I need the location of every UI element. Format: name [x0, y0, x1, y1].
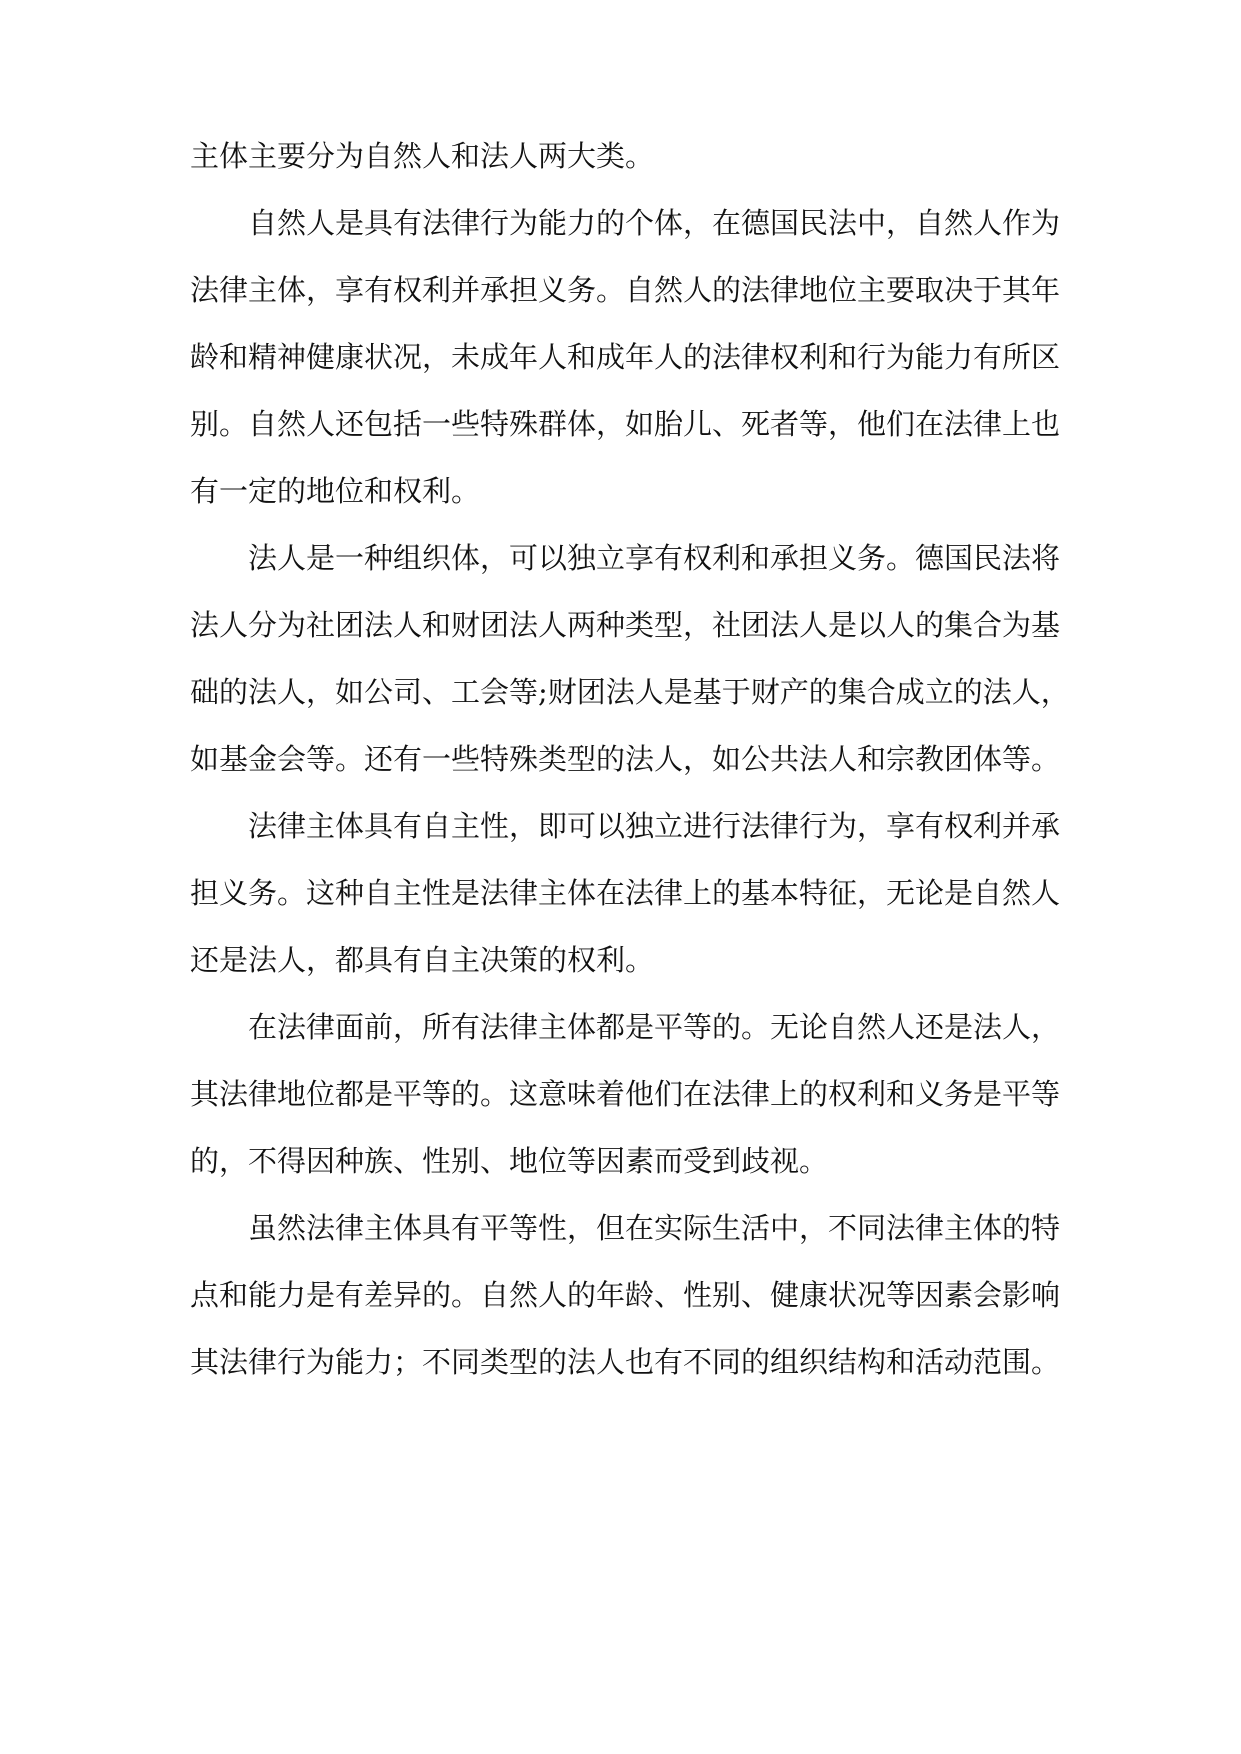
text-line: 还是法人，都具有自主决策的权利。 [190, 943, 655, 977]
text-line: 其法律行为能力；不同类型的法人也有不同的组织结构和活动范围。 [190, 1345, 1061, 1379]
text-line: 其法律地位都是平等的。这意味着他们在法律上的权利和义务是平等 [190, 1077, 1061, 1111]
text-line: 础的法人，如公司、工会等;财团法人是基于财产的集合成立的法人， [190, 675, 1070, 709]
text-line: 担义务。这种自主性是法律主体在法律上的基本特征，无论是自然人 [190, 876, 1061, 910]
text-line: 在法律面前，所有法律主体都是平等的。无论自然人还是法人， [248, 1010, 1061, 1044]
text-line: 别。自然人还包括一些特殊群体，如胎儿、死者等，他们在法律上也 [190, 407, 1061, 441]
text-line: 法人分为社团法人和财团法人两种类型，社团法人是以人的集合为基 [190, 608, 1061, 642]
text-line: 主体主要分为自然人和法人两大类。 [190, 139, 655, 173]
text-line: 的，不得因种族、性别、地位等因素而受到歧视。 [190, 1144, 829, 1178]
text-line: 有一定的地位和权利。 [190, 474, 481, 508]
text-line: 法律主体具有自主性，即可以独立进行法律行为，享有权利并承 [248, 809, 1061, 843]
text-line: 法人是一种组织体，可以独立享有权利和承担义务。德国民法将 [248, 541, 1061, 575]
text-line: 如基金会等。还有一些特殊类型的法人，如公共法人和宗教团体等。 [190, 742, 1061, 776]
text-line: 点和能力是有差异的。自然人的年龄、性别、健康状况等因素会影响 [190, 1278, 1061, 1312]
text-line: 自然人是具有法律行为能力的个体，在德国民法中，自然人作为 [248, 206, 1061, 240]
text-line: 法律主体，享有权利并承担义务。自然人的法律地位主要取决于其年 [190, 273, 1061, 307]
text-line: 龄和精神健康状况，未成年人和成年人的法律权利和行为能力有所区 [190, 340, 1061, 374]
text-line: 虽然法律主体具有平等性，但在实际生活中，不同法律主体的特 [248, 1211, 1061, 1245]
